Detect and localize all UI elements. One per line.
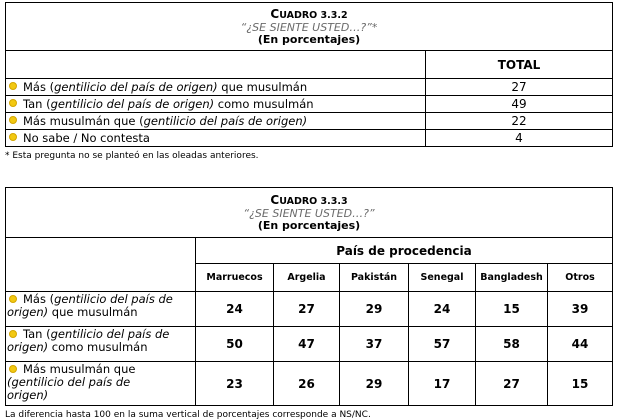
table-cuadro-3-3-2 [5, 2, 613, 147]
table2-cell: 15 [548, 362, 613, 406]
table-cuadro-3-3-3 [5, 187, 613, 406]
table2-cell: 27 [274, 292, 340, 327]
table-row [6, 327, 613, 362]
col-header-pakistan: Pakistán [340, 264, 409, 292]
bullet-icon [9, 82, 17, 90]
table-row [6, 79, 613, 96]
table2-cell: 44 [548, 327, 613, 362]
table2-cell: 24 [409, 292, 476, 327]
col-header-otros: Otros [548, 264, 613, 292]
bullet-icon [9, 330, 17, 338]
table2-cell: 26 [274, 362, 340, 406]
col-header-senegal: Senegal [409, 264, 476, 292]
bullet-icon [9, 133, 17, 141]
table1-row-label: Más musulmán que (gentilicio del país de origen) [6, 113, 426, 130]
col-header-marruecos: Marruecos [196, 264, 274, 292]
table2-cell: 24 [196, 292, 274, 327]
col-header-bangladesh: Bangladesh [476, 264, 548, 292]
table2-cell: 37 [340, 327, 409, 362]
table2-cell: 29 [340, 362, 409, 406]
table1-row-value: 22 [426, 113, 613, 130]
table1-row-value: 49 [426, 96, 613, 113]
table1-row-value: 27 [426, 79, 613, 96]
table1-row-label: No sabe / No contesta [6, 130, 426, 147]
table1-empty-header [6, 51, 426, 79]
table2-title-cell [6, 188, 613, 238]
table2-cell: 58 [476, 327, 548, 362]
table1-subtitle: “¿SE SIENTE USTED…?”* [240, 21, 378, 34]
table2-empty-header [6, 238, 196, 292]
table2-unit: (En porcentajes) [257, 219, 361, 232]
table2-cell: 57 [409, 327, 476, 362]
bullet-icon [9, 99, 17, 107]
table2-footnote: La diferencia hasta 100 en la suma vertical de porcentajes corresponde a NS/NC. [5, 410, 371, 420]
table2-group-header: País de procedencia [196, 238, 613, 264]
table2-cell: 15 [476, 292, 548, 327]
table2-cell: 50 [196, 327, 274, 362]
table-row [6, 130, 613, 147]
table1-row-label: Más (gentilicio del país de origen) que musulmán [6, 79, 426, 96]
table2-cell: 17 [409, 362, 476, 406]
table-row [6, 96, 613, 113]
table2-cell: 39 [548, 292, 613, 327]
table2-cell: 29 [340, 292, 409, 327]
table2-cell: 47 [274, 327, 340, 362]
table1-row-value: 4 [426, 130, 613, 147]
table2-row-label: Más (gentilicio del país de origen) que musulmán [6, 292, 196, 327]
table1-unit: (En porcentajes) [257, 33, 361, 46]
table2-subtitle: “¿SE SIENTE USTED…?” [243, 207, 375, 220]
table1-title-cell [6, 3, 613, 51]
table-row [6, 292, 613, 327]
table-row [6, 113, 613, 130]
table2-cell: 27 [476, 362, 548, 406]
table1-col-total: TOTAL [426, 51, 613, 79]
table1-row-label: Tan (gentilicio del país de origen) como musulmán [6, 96, 426, 113]
table1-footnote: * Esta pregunta no se planteó en las oleadas anteriores. [5, 151, 259, 161]
col-header-argelia: Argelia [274, 264, 340, 292]
table2-row-label: Tan (gentilicio del país de origen) como musulmán [6, 327, 196, 362]
table2-cell: 23 [196, 362, 274, 406]
bullet-icon [9, 116, 17, 124]
table-row [6, 362, 613, 406]
table2-row-label: Más musulmán que (gentilicio del país de origen) [6, 362, 196, 406]
bullet-icon [9, 295, 17, 303]
table1-title: CUADRO 3.3.2 [270, 7, 348, 21]
table2-title: CUADRO 3.3.3 [270, 193, 348, 207]
bullet-icon [9, 365, 17, 373]
